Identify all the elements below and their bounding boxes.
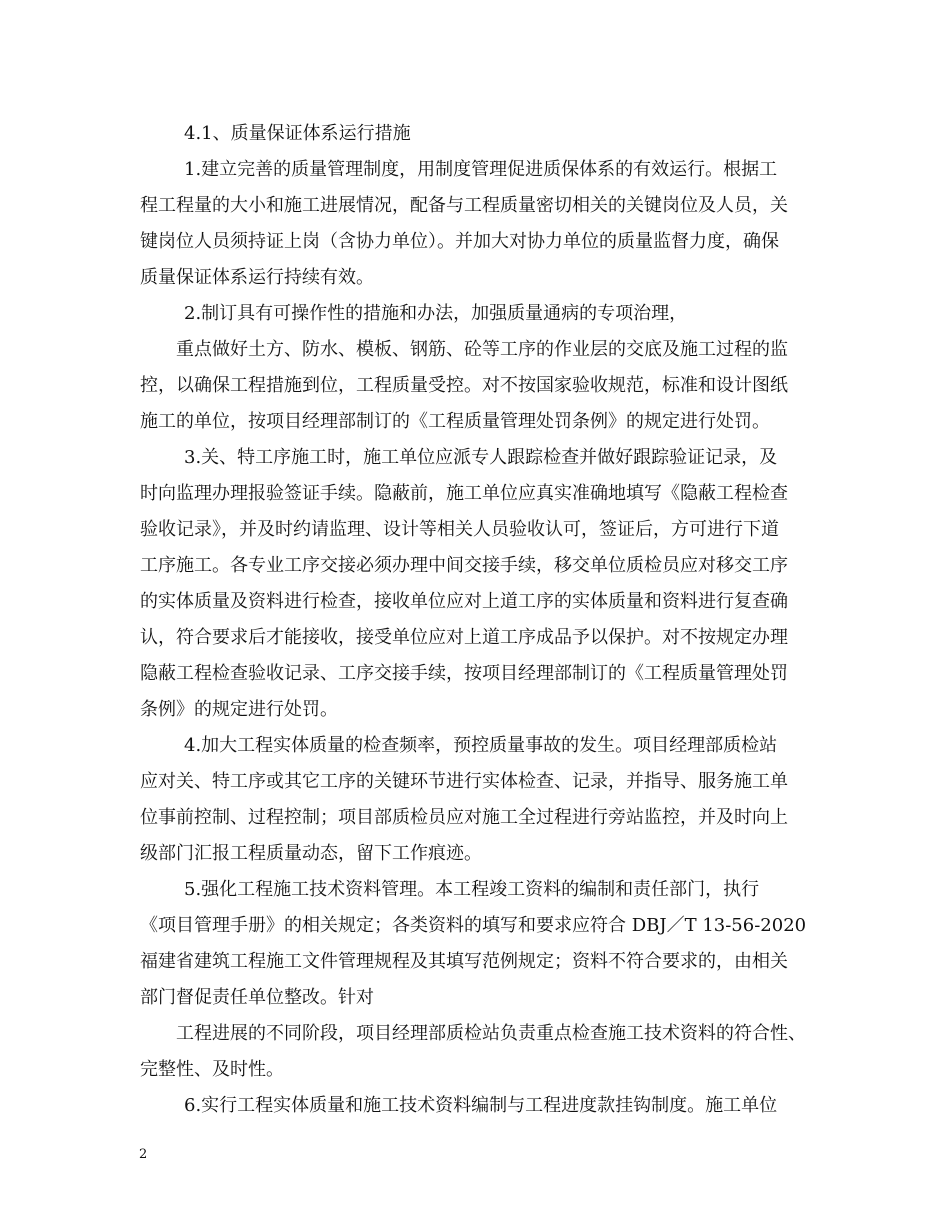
paragraph-3-line-6: 认，符合要求后才能接收，接受单位应对上道工序成品予以保护。对不按规定办理 — [140, 627, 788, 648]
paragraph-2-line-3: 控，以确保工程措施到位，工程质量受控。对不按国家验收规范，标准和设计图纸 — [140, 375, 788, 396]
paragraph-3-line-7: 隐蔽工程检查验收记录、工序交接手续，按项目经理部制订的《工程质量管理处罚 — [140, 663, 788, 684]
paragraph-1-line-2: 程工程量的大小和施工进展情况，配备与工程质量密切相关的关键岗位及人员，关 — [140, 195, 788, 216]
paragraph-4-line-3: 位事前控制、过程控制；项目部质检员应对施工全过程进行旁站监控，并及时向上 — [140, 807, 788, 828]
paragraph-2-line-4: 施工的单位，按项目经理部制订的《工程质量管理处罚条例》的规定进行处罚。 — [140, 411, 770, 432]
paragraph-5-line-1: 5.强化工程施工技术资料管理。本工程竣工资料的编制和责任部门，执行 — [184, 879, 760, 900]
paragraph-3-line-2: 时向监理办理报验签证手续。隐蔽前，施工单位应真实准确地填写《隐蔽工程检查 — [140, 483, 788, 504]
paragraph-5-line-3: 福建省建筑工程施工文件管理规程及其填写范例规定；资料不符合要求的，由相关 — [140, 951, 788, 972]
paragraph-2-line-1: 2.制订具有可操作性的措施和办法，加强质量通病的专项治理， — [184, 303, 688, 324]
paragraph-5-line-6: 完整性、及时性。 — [140, 1059, 284, 1080]
document-body — [140, 116, 830, 1124]
paragraph-4-line-1: 4.加大工程实体质量的检查频率，预控质量事故的发生。项目经理部质检站 — [184, 735, 778, 756]
paragraph-3-line-5: 的实体质量及资料进行检查，接收单位应对上道工序的实体质量和资料进行复查确 — [140, 591, 788, 612]
paragraph-5-line-4: 部门督促责任单位整改。针对 — [140, 987, 374, 1008]
paragraph-6-line-1: 6.实行工程实体质量和施工技术资料编制与工程进度款挂钩制度。施工单位 — [184, 1095, 778, 1116]
paragraph-5-line-5: 工程进展的不同阶段，项目经理部质检站负责重点检查施工技术资料的符合性、 — [176, 1023, 806, 1044]
paragraph-2-line-2: 重点做好土方、防水、模板、钢筋、砼等工序的作业层的交底及施工过程的监 — [176, 339, 788, 360]
paragraph-1-line-3: 键岗位人员须持证上岗（含协力单位）。并加大对协力单位的质量监督力度，确保 — [140, 231, 779, 252]
paragraph-1-line-4: 质量保证体系运行持续有效。 — [140, 267, 374, 288]
paragraph-4-line-2: 应对关、特工序或其它工序的关键环节进行实体检查、记录，并指导、服务施工单 — [140, 771, 788, 792]
page-number: 2 — [139, 1147, 148, 1162]
paragraph-1-line-1: 1.建立完善的质量管理制度，用制度管理促进质保体系的有效运行。根据工 — [184, 159, 778, 180]
paragraph-3-line-4: 工序施工。各专业工序交接必须办理中间交接手续，移交单位质检员应对移交工序 — [140, 555, 788, 576]
section-heading: 4.1、质量保证体系运行措施 — [184, 123, 411, 144]
paragraph-3-line-8: 条例》的规定进行处罚。 — [140, 699, 338, 720]
paragraph-3-line-1: 3.关、特工序施工时，施工单位应派专人跟踪检查并做好跟踪验证记录，及 — [184, 447, 778, 468]
paragraph-3-line-3: 验收记录》，并及时约请监理、设计等相关人员验收认可，签证后，方可进行下道 — [140, 519, 779, 540]
paragraph-5-line-2: 《项目管理手册》的相关规定；各类资料的填写和要求应符合 DBJ／T 13-56-2020 — [140, 915, 807, 936]
paragraph-4-line-4: 级部门汇报工程质量动态，留下工作痕迹。 — [140, 843, 482, 864]
